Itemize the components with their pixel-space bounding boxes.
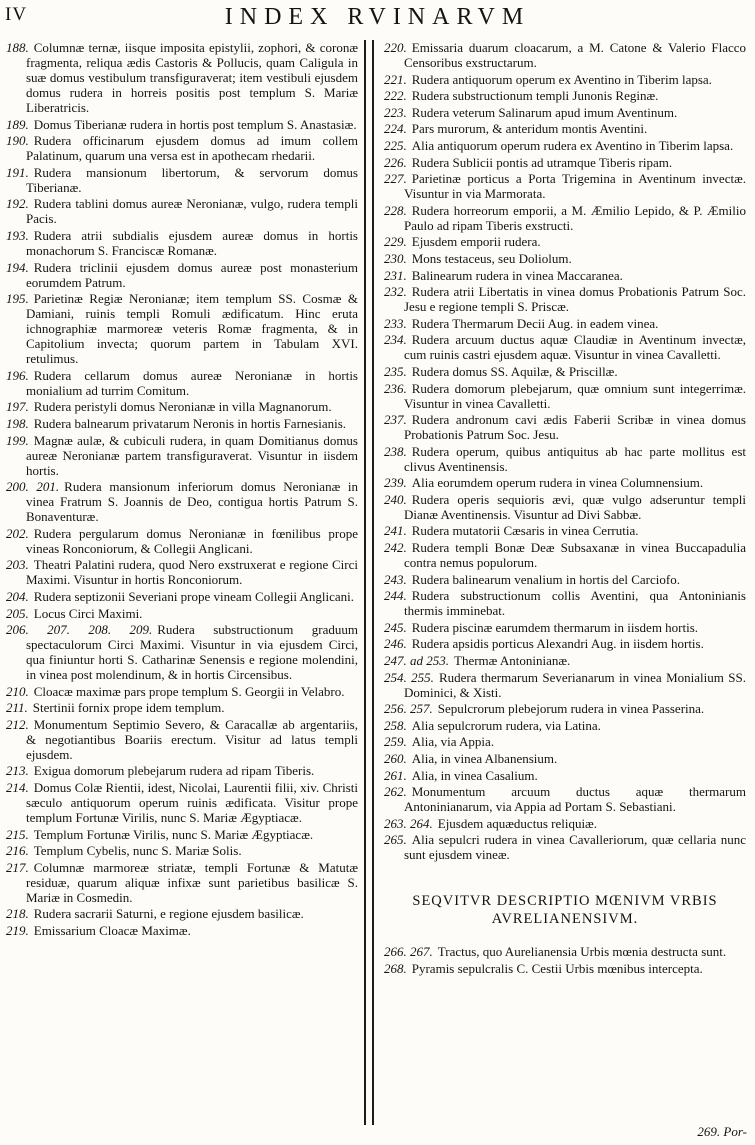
index-entry: [384, 381, 746, 411]
entry-number: 193.: [6, 227, 29, 243]
index-entry: [384, 88, 746, 103]
entry-number: 238.: [384, 443, 407, 459]
index-entry: [384, 412, 746, 442]
entry-text: Exigua domorum plebejarum rudera ad ripam Tiberis.: [33, 763, 315, 779]
index-entry: [384, 316, 746, 331]
entry-number: 266. 267.: [384, 944, 433, 960]
entry-number: 228.: [384, 202, 407, 218]
entry-number: 224.: [384, 121, 407, 137]
entry-number: 234.: [384, 332, 407, 348]
entry-number: 196.: [6, 367, 29, 383]
index-entry: [384, 944, 746, 959]
index-entry: [6, 399, 358, 414]
entry-text: Templum Cybelis, nunc S. Mariæ Solis.: [33, 843, 242, 859]
entry-text: Monumentum Septimio Severo, & Caracallæ ab argentariis, & negotiantibus Boariis erectum. Visitur ad latus templi ejusdem.: [26, 716, 358, 762]
index-entry: [6, 843, 358, 858]
entry-text: Parietinæ Regiæ Neronianæ; item templum SS. Cosmæ & Damiani, ruinis templi Romuli ædificatum. Hinc eruta ichnographiæ marmoreæ veteris Romæ fragmenta, & in Capitolium invecta; quorum partem in Tabulam XVI. retulimus.: [26, 291, 358, 367]
entry-number: 200. 201.: [6, 479, 60, 495]
entry-number: 241.: [384, 523, 407, 539]
left-column: [6, 40, 358, 940]
entry-number: 245.: [384, 619, 407, 635]
index-entry: [6, 260, 358, 290]
index-entry: [384, 40, 746, 70]
entry-number: 215.: [6, 826, 29, 842]
entry-number: 210.: [6, 683, 29, 699]
entry-text: Rudera peristyli domus Neronianæ in villa Magnanorum.: [33, 399, 332, 415]
index-entry: [384, 155, 746, 170]
entry-text: Rudera Thermarum Decii Aug. in eadem vinea.: [411, 315, 659, 331]
entry-text: Alia eorumdem operum rudera in vinea Columnensium.: [411, 475, 704, 491]
entry-text: Columnæ ternæ, iisque imposita epistylii, zophori, & coronæ fragmenta, reliqua ædis Castoris & Pollucis, quam Caligula in suæ domus vestibulum transfiguraverat; item vestibuli ejusdem domus rudera in horreis positis post templum S. Mariæ Liberatricis.: [26, 40, 358, 115]
index-entry: [384, 751, 746, 766]
entry-number: 197.: [6, 399, 29, 415]
entry-number: 243.: [384, 571, 407, 587]
entry-number: 213.: [6, 763, 29, 779]
index-entry: [384, 203, 746, 233]
index-entry: [384, 332, 746, 362]
entry-number: 232.: [384, 284, 407, 300]
entry-text: Rudera septizonii Severiani prope vineam Collegii Anglicani.: [33, 588, 354, 604]
entry-number: 206. 207. 208. 209.: [6, 622, 153, 638]
entry-number: 256. 257.: [384, 701, 433, 717]
entry-number: 263. 264.: [384, 815, 433, 831]
entry-number: 227.: [384, 171, 407, 187]
index-entry: [384, 234, 746, 249]
entry-text: Pyramis sepulcralis C. Cestii Urbis mœnibus intercepta.: [411, 960, 703, 976]
index-entry: [6, 479, 358, 524]
index-entry: [384, 784, 746, 814]
entry-number: 219.: [6, 923, 29, 939]
entry-text: Rudera piscinæ earumdem thermarum in iisdem hortis.: [411, 619, 699, 635]
entry-text: Rudera triclinii ejusdem domus aureæ post monasterium eorumdem Patrum.: [26, 259, 358, 290]
entry-text: Rudera substructionum collis Aventini, qua Antoninianis thermis imminebat.: [404, 588, 746, 619]
index-entry: [384, 961, 746, 976]
entry-number: 254. 255.: [384, 669, 434, 685]
index-entry: [384, 364, 746, 379]
index-entry: [384, 251, 746, 266]
index-entry: [384, 444, 746, 474]
entry-text: Rudera templi Bonæ Deæ Subsaxanæ in vinea Buccapadulia contra nemus populorum.: [404, 540, 746, 571]
entry-text: Rudera Sublicii pontis ad utramque Tiberis ripam.: [411, 154, 673, 170]
entry-number: 259.: [384, 734, 407, 750]
entry-number: 220.: [384, 40, 407, 55]
index-entry: [384, 121, 746, 136]
index-entry: [384, 620, 746, 635]
entry-text: Rudera sacrarii Saturni, e regione ejusdem basilicæ.: [33, 906, 304, 922]
entry-number: 225.: [384, 137, 407, 153]
entry-number: 214.: [6, 780, 29, 796]
entry-text: Balinearum rudera in vinea Maccaranea.: [411, 267, 623, 283]
entry-text: Rudera operis sequioris ævi, quæ vulgo adseruntur templi Dianæ Aventinensis. Visuntur ad Divi Sabbæ.: [404, 491, 746, 522]
entry-number: 212.: [6, 716, 29, 732]
entry-text: Rudera arcuum ductus aquæ Claudiæ in Aventinum invectæ, cum ruinis castri ejusdem aquæ. Visuntur in vinea Cavalletti.: [404, 332, 746, 363]
index-entry: [6, 622, 358, 682]
index-entry: [384, 816, 746, 831]
entry-text: Parietinæ porticus a Porta Trigemina in Aventinum invectæ. Visuntur in via Marmorata.: [404, 171, 746, 202]
entry-text: Magnæ aulæ, & cubiculi rudera, in quam Domitianus domus aureæ Neronianæ partem transfiguraverat. Visuntur in iisdem hortis.: [26, 432, 358, 478]
index-entry: [6, 700, 358, 715]
column-divider: [364, 40, 374, 1125]
entry-text: Ejusdem emporii rudera.: [411, 234, 541, 250]
index-entry: [384, 171, 746, 201]
entry-text: Rudera officinarum ejusdem domus ad imum collem Palatinum, quarum una versa est in apothecam rhedarii.: [26, 133, 358, 164]
index-entry: [384, 701, 746, 716]
index-entry: [6, 923, 358, 938]
index-entry: [384, 492, 746, 522]
entry-text: Rudera domus SS. Aquilæ, & Priscillæ.: [411, 363, 618, 379]
entry-text: Rudera mutatorii Cæsaris in vinea Cerrutia.: [411, 523, 639, 539]
entry-number: 260.: [384, 751, 407, 766]
entry-text: Rudera apsidis porticus Alexandri Aug. in iisdem hortis.: [411, 636, 704, 652]
index-entry: [6, 133, 358, 163]
entry-number: 226.: [384, 154, 407, 170]
entry-number: 230.: [384, 250, 407, 266]
entry-text: Rudera antiquorum operum ex Aventino in Tiberim lapsa.: [411, 71, 712, 87]
index-entry: [6, 433, 358, 478]
entry-text: Mons testaceus, seu Doliolum.: [411, 250, 572, 266]
entry-text: Ejusdem aquæductus reliquiæ.: [437, 815, 597, 831]
index-entry: [6, 117, 358, 132]
entry-text: Rudera atrii subdialis ejusdem aureæ domus in hortis monachorum S. Franciscæ Romanæ.: [26, 227, 358, 258]
entry-number: 246.: [384, 636, 407, 652]
entry-number: 191.: [6, 164, 29, 180]
entry-text: Rudera atrii Libertatis in vinea domus Probationis Patrum Soc. Jesu e regione templi S. Priscæ.: [404, 284, 746, 315]
entry-text: Stertinii fornix prope idem templum.: [32, 700, 225, 716]
entry-text: Rudera thermarum Severianarum in vinea Monialium SS. Dominici, & Xisti.: [404, 669, 747, 700]
index-entry: [6, 40, 358, 115]
entry-number: 195.: [6, 291, 29, 307]
entry-number: 190.: [6, 133, 29, 149]
entry-text: Alia sepulcri rudera in vinea Cavalleriorum, quæ cellaria nunc sunt ejusdem vineæ.: [404, 832, 746, 863]
entry-text: Emissarium Cloacæ Maximæ.: [33, 923, 191, 939]
entry-text: Alia sepulcrorum rudera, via Latina.: [411, 717, 601, 733]
entry-text: Rudera domorum plebejarum, quæ omnium sunt integerrimæ. Visuntur in vinea Cavalletti.: [404, 380, 746, 411]
entry-text: Templum Fortunæ Virilis, nunc S. Mariæ Ægyptiacæ.: [33, 826, 314, 842]
entry-number: 218.: [6, 906, 29, 922]
entry-text: Pars murorum, & anteridum montis Aventini.: [411, 121, 648, 137]
index-entry: [6, 196, 358, 226]
section-heading: [384, 892, 746, 928]
index-entry: [384, 523, 746, 538]
entry-text: Rudera substructionum graduum spectaculorum Circi Maximi. Visuntur in via ejusdem Circi, qua finiuntur horti S. Catharinæ Senensis e regione molendini, in vinea post molendinum, & in hortis Circensibus.: [26, 622, 358, 683]
index-entry: [384, 636, 746, 651]
index-entry: [384, 832, 746, 862]
index-entry: [384, 588, 746, 618]
index-entry: [6, 416, 358, 431]
entry-number: 188.: [6, 40, 29, 55]
index-entry: [384, 138, 746, 153]
entry-text: Alia, via Appia.: [411, 734, 495, 750]
entry-text: Rudera mansionum inferiorum domus Neronianæ in vinea Fratrum S. Joannis de Deo, contigua hortis Patrum S. Bonaventuræ.: [26, 479, 359, 525]
section-heading-line-1: SEQVITVR DESCRIPTIO MŒNIVM VRBIS: [412, 893, 718, 910]
entry-text: Rudera balnearum privatarum Neronis in hortis Farnesianis.: [33, 415, 347, 431]
entry-number: 244.: [384, 588, 407, 604]
entry-text: Rudera substructionum templi Junonis Reginæ.: [411, 88, 659, 104]
entry-number: 205.: [6, 605, 29, 621]
entry-text: Alia antiquorum operum rudera ex Aventino in Tiberim lapsa.: [411, 137, 734, 153]
index-entry: [384, 768, 746, 783]
entry-number: 194.: [6, 259, 29, 275]
index-entry: [384, 572, 746, 587]
right-column: [384, 40, 746, 978]
entry-number: 192.: [6, 196, 29, 212]
entry-text: Domus Tiberianæ rudera in hortis post templum S. Anastasiæ.: [33, 116, 357, 132]
page-number: IV: [5, 4, 28, 25]
entry-number: 242.: [384, 540, 407, 556]
entry-text: Rudera operum, quibus antiquitus ab hac parte mollitus est clivus Aventinensis.: [404, 443, 746, 474]
index-entry: [384, 105, 746, 120]
entry-number: 199.: [6, 432, 29, 448]
entry-text: Cloacæ maximæ pars prope templum S. Georgii in Velabro.: [33, 683, 345, 699]
index-entry: [6, 780, 358, 825]
index-entry: [384, 72, 746, 87]
entry-text: Columnæ marmoreæ striatæ, templi Fortunæ & Matutæ residuæ, quarum aliquæ infixæ sunt parietibus basilicæ S. Mariæ in Cosmedin.: [26, 859, 358, 905]
entry-number: 239.: [384, 475, 407, 491]
entry-text: Rudera andronum cavi ædis Faberii Scribæ in vinea domus Probationis Patrum Soc. Jesu.: [404, 412, 746, 443]
entry-number: 211.: [6, 700, 28, 716]
entry-text: Sepulcrorum plebejorum rudera in vinea Passerina.: [437, 701, 705, 717]
entry-number: 198.: [6, 415, 29, 431]
entry-text: Rudera tablini domus aureæ Neronianæ, vulgo, rudera templi Pacis.: [26, 196, 358, 227]
entry-text: Thermæ Antoninianæ.: [454, 653, 571, 669]
entry-number: 265.: [384, 832, 407, 848]
index-entry: [384, 653, 746, 668]
index-entry: [6, 165, 358, 195]
entry-text: Emissaria duarum cloacarum, a M. Catone & Valerio Flacco Censoribus exstructarum.: [404, 40, 746, 70]
index-entry: [6, 827, 358, 842]
index-entry: [6, 526, 358, 556]
entry-text: Rudera mansionum libertorum, & servorum domus Tiberianæ.: [26, 164, 358, 195]
entry-number: 258.: [384, 717, 407, 733]
entry-number: 229.: [384, 234, 407, 250]
index-entry: [384, 268, 746, 283]
entry-text: Rudera veterum Salinarum apud imum Aventinum.: [411, 104, 678, 120]
entry-number: 235.: [384, 363, 407, 379]
entry-text: Alia, in vinea Casalium.: [411, 767, 538, 783]
entry-text: Rudera cellarum domus aureæ Neronianæ in hortis monialium ad turrim Comitum.: [26, 367, 358, 398]
entry-number: 247. ad 253.: [384, 653, 449, 669]
entry-number: 189.: [6, 116, 29, 132]
catchword: 269. Por-: [697, 1124, 747, 1139]
index-entry: [6, 228, 358, 258]
section-heading-line-2: AVRELIANENSIVM.: [491, 911, 639, 928]
entry-text: Rudera balinearum venalium in hortis del Carciofo.: [411, 571, 680, 587]
index-entry: [6, 906, 358, 921]
entry-number: 233.: [384, 315, 407, 331]
index-entry: [384, 284, 746, 314]
index-entry: [384, 670, 746, 700]
entry-number: 236.: [384, 380, 407, 396]
entry-number: 261.: [384, 767, 407, 783]
entry-text: Domus Colæ Rientii, idest, Nicolai, Laurentii filii, xiv. Christi sæculo antiquorum operum ruinis ædificata. Visitur prope templum Fortunæ Virilis, nunc S. Mariæ Ægyptiacæ.: [26, 780, 358, 826]
index-entry: [6, 717, 358, 762]
entry-number: 203.: [6, 557, 29, 573]
entry-number: 268.: [384, 960, 407, 976]
entry-text: Monumentum arcuum ductus aquæ thermarum Antoninianarum, via Appia ad Portam S. Sebastiani.: [404, 784, 746, 815]
index-entry: [384, 734, 746, 749]
index-entry: [6, 684, 358, 699]
entry-number: 240.: [384, 491, 407, 507]
entry-number: 221.: [384, 71, 407, 87]
index-entry: [6, 589, 358, 604]
entry-number: 216.: [6, 843, 29, 859]
index-entry: [6, 557, 358, 587]
entry-text: Rudera horreorum emporii, a M. Æmilio Lepido, & P. Æmilio Paulo ad ripam Tiberis exstructi.: [404, 202, 746, 233]
page-title: INDEX RVINARVM: [224, 4, 531, 30]
entry-number: 237.: [384, 412, 407, 428]
entry-text: Locus Circi Maximi.: [33, 605, 143, 621]
entry-number: 262.: [384, 784, 407, 800]
entry-number: 202.: [6, 525, 29, 541]
entry-number: 231.: [384, 267, 407, 283]
entry-number: 204.: [6, 588, 29, 604]
entry-text: Tractus, quo Aurelianensia Urbis mœnia destructa sunt.: [437, 944, 727, 960]
entry-number: 217.: [6, 859, 29, 875]
entry-number: 222.: [384, 88, 407, 104]
index-entry: [6, 368, 358, 398]
index-entry: [6, 860, 358, 905]
index-entry: [384, 718, 746, 733]
index-entry: [6, 606, 358, 621]
index-entry: [6, 763, 358, 778]
entry-text: Rudera pergularum domus Neronianæ in fœnilibus prope vineas Ronconiorum, & Collegii Anglicani.: [26, 525, 358, 556]
index-entry: [384, 540, 746, 570]
entry-text: Alia, in vinea Albanensium.: [411, 751, 558, 766]
entry-number: 223.: [384, 104, 407, 120]
index-entry: [384, 475, 746, 490]
entry-text: Theatri Palatini rudera, quod Nero exstruxerat e regione Circi Maximi. Visuntur in hortis Ronconiorum.: [26, 557, 358, 588]
index-entry: [6, 291, 358, 366]
